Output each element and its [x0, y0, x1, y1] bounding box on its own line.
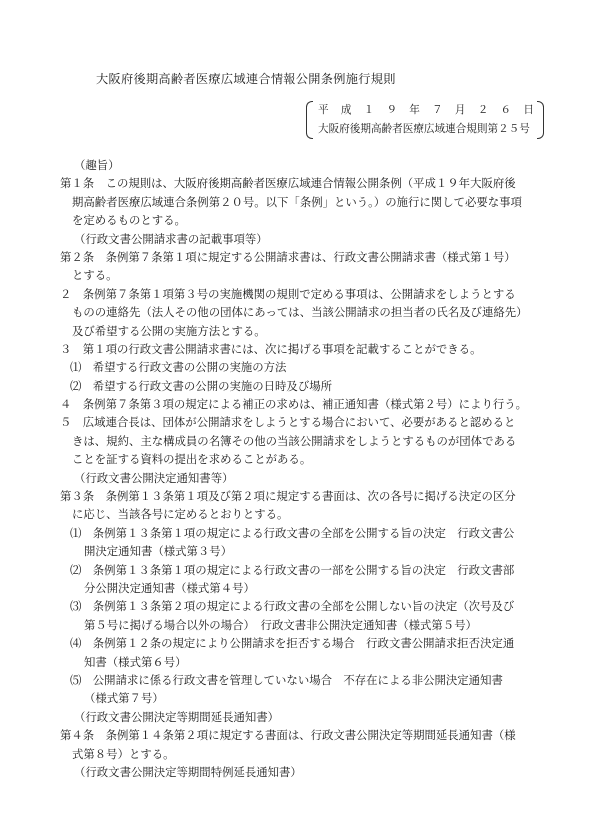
date-part: ６ [500, 104, 512, 116]
text-line: 第１条 この規則は、大阪府後期高齢者医療広域連合情報公開条例（平成１９年大阪府後 [60, 176, 516, 191]
right-bracket [537, 101, 544, 139]
text-line: （行政文書公開決定通知書等） [74, 470, 234, 485]
text-line: ⑸ 公開請求に係る行政文書を管理していない場合 不存在による非公開決定通知書 [70, 672, 503, 687]
enactment-block [306, 101, 544, 139]
text-line: ⑵ 希望する行政文書の公開の実施の日時及び場所 [70, 378, 332, 393]
regulation-body [60, 156, 550, 781]
text-line: ⑷ 条例第１２条の規定により公開請求を拒否する場合 行政文書公開請求拒否決定通 [70, 636, 515, 651]
text-line: ４ 条例第７条第３項の規定による補正の求めは、補正通知書（様式第２号）により行う。 [60, 397, 528, 412]
text-line: きは、規約、主な構成員の名簿その他の当該公開請求をしようとするものが団体である [72, 433, 517, 448]
text-line: を定めるものとする。 [72, 213, 186, 228]
text-line: 期高齢者医療広域連合条例第２０号。以下「条例」という。）の施行に関して必要な事項 [72, 194, 522, 209]
document-title: 大阪府後期高齢者医療広域連合情報公開条例施行規則 [96, 72, 396, 86]
text-line: （趣旨） [74, 158, 120, 172]
text-line: （様式第７号） [84, 691, 164, 706]
text-line: 第４条 条例第１４条第２項に規定する書面は、行政文書公開決定等期間延長通知書（様 [60, 728, 516, 743]
date-part: １ [363, 104, 375, 116]
text-line: 開決定通知書（様式第３号） [84, 544, 233, 559]
text-line: （行政文書公開請求書の記載事項等） [74, 231, 268, 246]
text-line: （行政文書公開決定等期間特例延長通知書） [74, 764, 302, 779]
enactment-date [318, 102, 534, 117]
date-part: 成 [340, 104, 352, 116]
text-line: 第２条 条例第７条第１項に規定する公開請求書は、行政文書公開請求書（様式第１号） [60, 249, 516, 264]
date-part: ２ [477, 104, 489, 116]
text-line: ことを証する資料の提出を求めることがある。 [72, 452, 312, 467]
left-bracket [306, 101, 313, 139]
text-line: 式第８号）とする。 [72, 746, 175, 761]
text-line: ⑴ 希望する行政文書の公開の実施の方法 [70, 360, 287, 375]
text-line: ５ 広域連合長は、団体が公開請求をしようとする場合において、必要があると認めると [60, 415, 516, 430]
date-part: 年 [409, 104, 420, 116]
text-line: とする。 [72, 268, 118, 283]
text-line: ⑶ 条例第１３条第２項の規定による行政文書の全部を公開しない旨の決定（次号及び [70, 599, 515, 614]
text-line: 分公開決定通知書（様式第４号） [84, 580, 255, 595]
text-line: ⑵ 条例第１３条第１項の規定による行政文書の一部を公開する旨の決定 行政文書部 [70, 562, 515, 577]
text-line: （行政文書公開決定等期間延長通知書） [74, 709, 280, 724]
text-line: に応じ、当該各号に定めるとおりとする。 [72, 507, 289, 522]
text-line: ３ 第１項の行政文書公開請求書には、次に掲げる事項を記載することができる。 [60, 341, 482, 356]
text-line: 及び希望する公開の実施方法とする。 [72, 323, 266, 338]
text-line: ものの連絡先（法人その他の団体にあっては、当該公開請求の担当者の氏名及び連絡先） [72, 305, 528, 320]
text-line: ２ 条例第７条第１項第３号の実施機関の規則で定める事項は、公開請求をしようとする [60, 286, 516, 301]
date-part: 月 [454, 104, 466, 116]
text-line: 第３条 条例第１３条第１項及び第２項に規定する書面は、次の各号に掲げる決定の区分 [60, 489, 516, 504]
text-line: 知書（様式第６号） [84, 654, 187, 669]
date-part: 平 [318, 104, 329, 116]
date-part: ９ [386, 104, 398, 116]
date-part: ７ [432, 104, 443, 116]
text-line: 第５号に掲げる場合以外の場合） 行政文書非公開決定通知書（様式第５号） [84, 617, 477, 632]
text-line: ⑴ 条例第１３条第１項の規定による行政文書の全部を公開する旨の決定 行政文書公 [70, 525, 515, 540]
regulation-number: 大阪府後期高齢者医療広域連合規則第２５号 [318, 123, 530, 135]
date-part: 日 [523, 104, 534, 116]
